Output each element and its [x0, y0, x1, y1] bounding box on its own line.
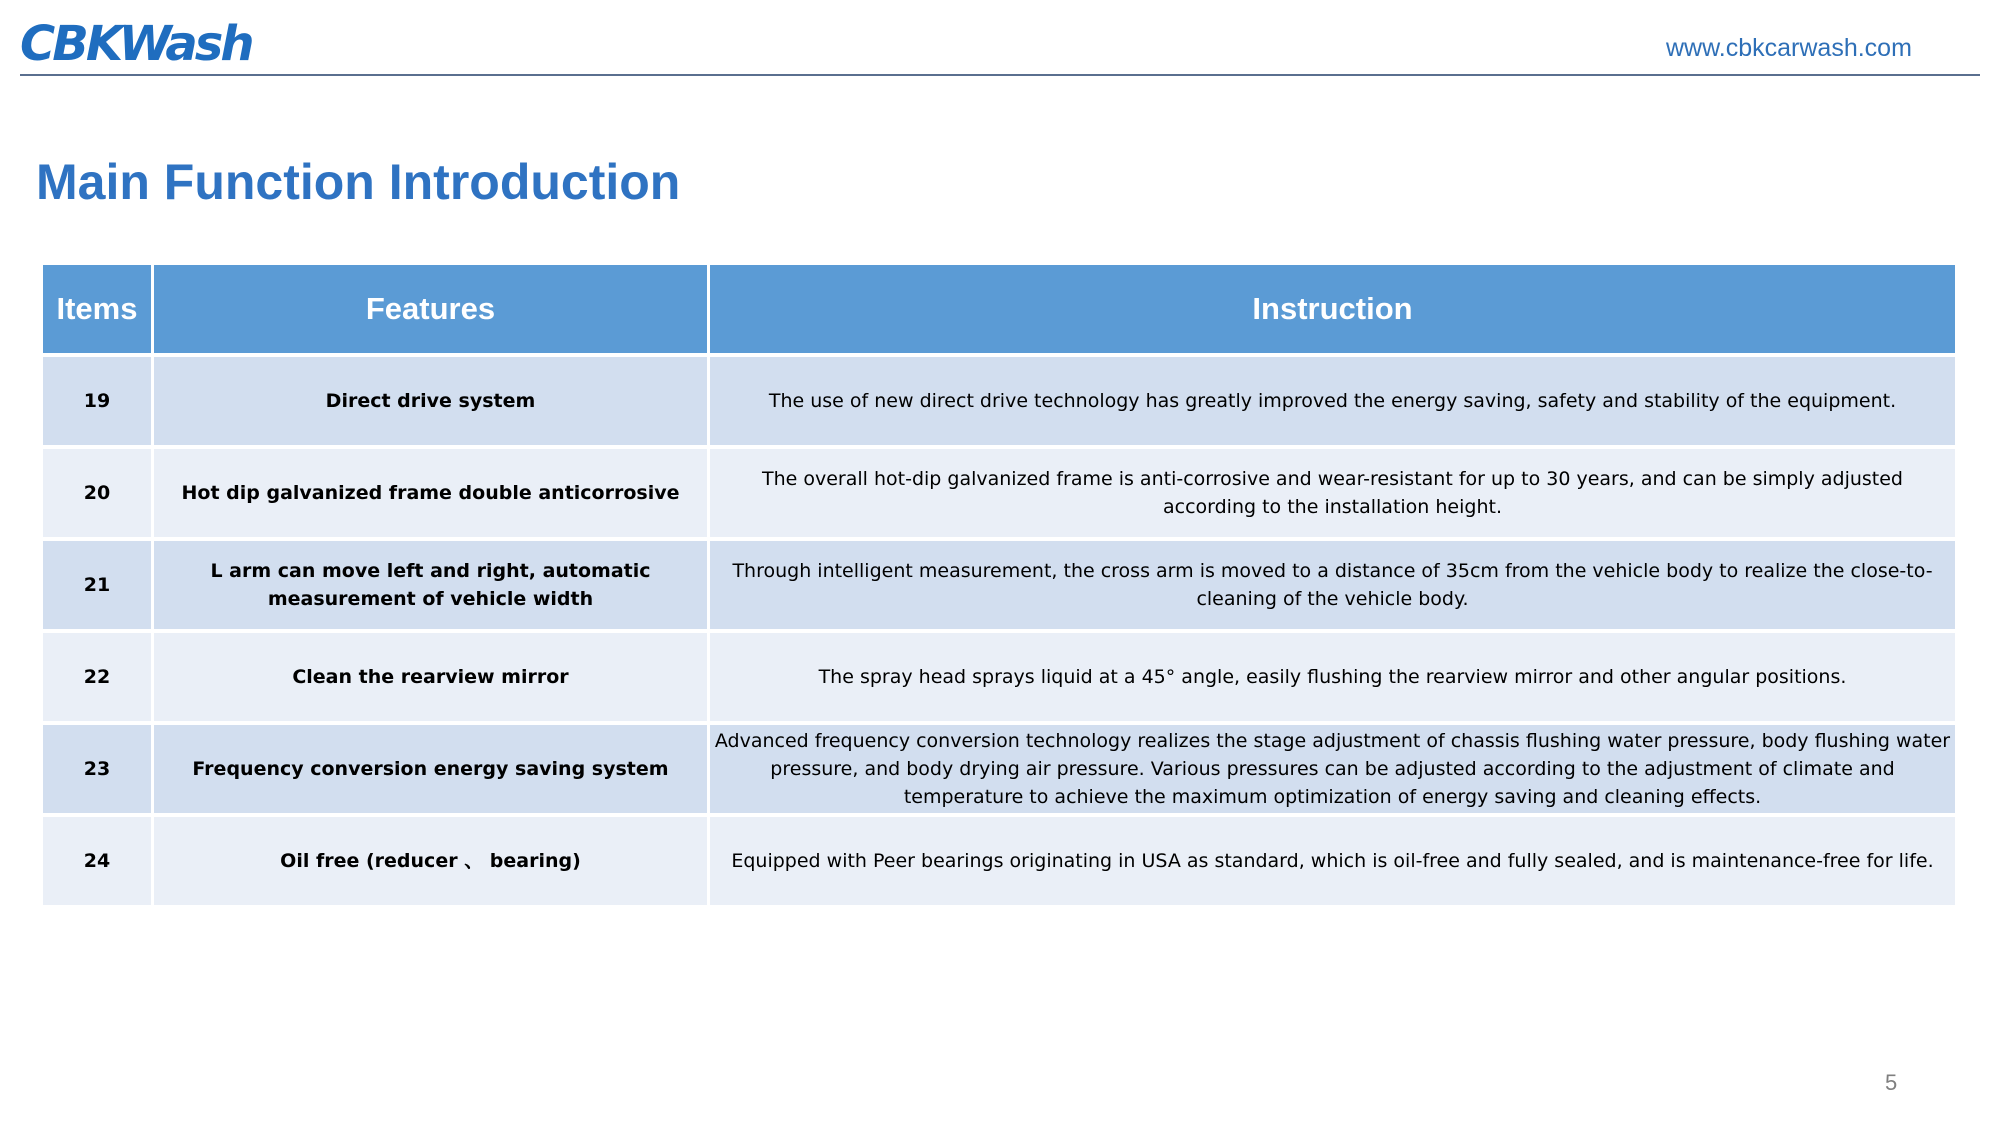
feature-name: Hot dip galvanized frame double anticorrosive — [154, 449, 707, 537]
table-header-row — [43, 265, 1955, 353]
header-divider — [20, 74, 1980, 76]
column-header-items: Items — [43, 265, 151, 353]
instruction-text: The spray head sprays liquid at a 45° angle, easily flushing the rearview mirror and other angular positions. — [710, 633, 1955, 721]
cbkwash-logo: CBKWash — [20, 16, 252, 72]
instruction-text: The use of new direct drive technology has greatly improved the energy saving, safety and stability of the equipment. — [710, 357, 1955, 445]
column-header-features: Features — [154, 265, 707, 353]
website-url: www.cbkcarwash.com — [1666, 34, 1912, 62]
item-number: 24 — [43, 817, 151, 905]
table-row — [43, 357, 1955, 445]
instruction-text: Through intelligent measurement, the cross arm is moved to a distance of 35cm from the vehicle body to realize the close-to-cleaning of the vehicle body. — [710, 541, 1955, 629]
table-row — [43, 633, 1955, 721]
page-title: Main Function Introduction — [36, 154, 681, 210]
feature-name: Direct drive system — [154, 357, 707, 445]
item-number: 23 — [43, 725, 151, 813]
item-number: 21 — [43, 541, 151, 629]
column-header-instruction: Instruction — [710, 265, 1955, 353]
instruction-text: The overall hot-dip galvanized frame is anti-corrosive and wear-resistant for up to 30 years, and can be simply adjusted according to the installation height. — [710, 449, 1955, 537]
table-row — [43, 449, 1955, 537]
function-table — [43, 265, 1955, 909]
item-number: 20 — [43, 449, 151, 537]
feature-name: Oil free (reducer 、 bearing) — [154, 817, 707, 905]
table-row — [43, 725, 1955, 813]
table-row — [43, 541, 1955, 629]
item-number: 19 — [43, 357, 151, 445]
feature-name: L arm can move left and right, automatic measurement of vehicle width — [154, 541, 707, 629]
page-number: 5 — [1885, 1070, 1898, 1095]
instruction-text: Equipped with Peer bearings originating in USA as standard, which is oil-free and fully sealed, and is maintenance-free for life. — [710, 817, 1955, 905]
item-number: 22 — [43, 633, 151, 721]
feature-name: Clean the rearview mirror — [154, 633, 707, 721]
instruction-text: Advanced frequency conversion technology realizes the stage adjustment of chassis flushing water pressure, body flushing water pressure, and body drying air pressure. Various pressures can be adjusted according to the adjustment of climate and temperature to achieve the maximum optimization of energy saving and cleaning effects. — [710, 725, 1955, 813]
feature-name: Frequency conversion energy saving system — [154, 725, 707, 813]
table-row — [43, 817, 1955, 905]
